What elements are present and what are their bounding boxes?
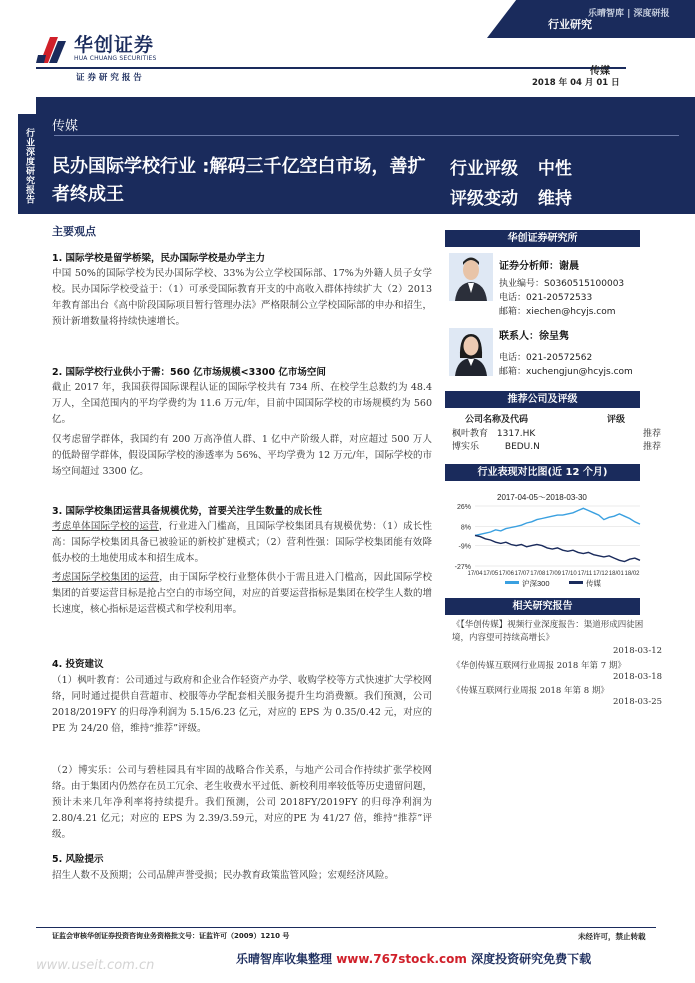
report-type: 证 券 研 究 报 告 <box>76 73 142 83</box>
footer-divider <box>36 927 656 928</box>
header-tab-label: 行业研究 <box>548 18 592 31</box>
legend-label-media: 传媒 <box>586 579 601 588</box>
x-tick-label: 17/12 <box>593 571 609 577</box>
logo-text: 华创证券 <box>74 34 155 56</box>
legend-swatch-hs300 <box>505 581 519 584</box>
section-4-title: 4. 投资建议 <box>52 659 104 670</box>
rec-header-rating: 评级 <box>607 415 626 425</box>
person-icon <box>449 253 493 301</box>
section-4-text-2: （2）博实乐：公司与碧桂园具有牢固的战略合作关系，与地产公司合作持续扩张学校网络。由于集团内仍然存在员工冗余、老生收费水平过低、新校利用率较低等历史遗留问题，预计未来几年净利率将持续提升。我们预测，公司 2018FY/2019FY 的归母净利润为 2.80/4.21 亿元；对应的 EPS 为 2.39/3.59元，对应的PE 为 41/27 倍，维持“推荐”评级。 <box>52 765 433 840</box>
rating-value: 中性 <box>537 159 572 179</box>
report-date: 2018 年 04 月 01 日 <box>532 78 620 88</box>
watermark-text-a: 乐晴智库收集整理 <box>236 952 337 966</box>
analyst-phone: 电话：021-20572533 <box>499 293 593 303</box>
performance-bar: 行业表现对比图(近 12 个月) <box>445 464 640 481</box>
x-tick-label: 17/11 <box>577 571 593 577</box>
rec-rating: 推荐 <box>643 442 662 452</box>
rec-header-company: 公司名称及代码 <box>465 415 529 425</box>
chart-legend <box>505 578 601 588</box>
change-label: 评级变动 <box>450 189 518 209</box>
section-3-text-1 <box>52 519 432 567</box>
contact-email[interactable]: 邮箱：xuchengjun@hcyjs.com <box>499 367 633 377</box>
x-tick-label: 17/08 <box>530 571 546 577</box>
section-2-text-1: 截止 2017 年，我国获得国际课程认证的国际学校共有 734 所、在校学生总数约为 48.4 万人，全国范围内的平均学费约为 11.6 万元/年，目前中国国际学校的市场规模约为 560 亿。 <box>52 382 432 425</box>
rec-company-code: BEDU.N <box>504 442 540 452</box>
x-tick-label: 18/01 <box>608 571 624 577</box>
related-report-2[interactable]: 《华创传媒互联网行业周报 2018 年第 7 期》 <box>452 661 626 671</box>
analyst-name: 证券分析师：谢晨 <box>499 261 579 272</box>
change-value: 维持 <box>537 189 572 209</box>
footer-notice: 未经许可，禁止转载 <box>578 932 646 941</box>
section-2-title: 2. 国际学校行业供小于需：560 亿市场规模<3300 亿市场空间 <box>52 367 326 378</box>
section-3-text-2-body: ，由于国际学校行业整体供小于需且进入门槛高，因此国际学校集团的首要运营目标是抢占空白的市场空间，对应的首要运营指标是集团在校学生人数的增长速度，核心指标是运营模式和学校利用率。 <box>52 572 433 615</box>
y-tick-label: 26% <box>456 504 471 511</box>
legend-label-hs300: 沪深300 <box>522 579 550 588</box>
section-4-text-1: （1）枫叶教育：公司通过与政府和企业合作轻资产办学、收购学校等方式快速扩大学校网络，同时通过提供自营超市、校服等办学配套相关服务提升生均消费额。我们预测，公司 2018/2019FY 的归母净利润为 5.15/6.23 亿元，对应的 EPS 为 0.35/0.42 元，对应的 PE 为 24/20 倍，维持“推荐”评级。 <box>52 675 432 734</box>
section-3-underline-2: 考虑国际学校集团的运营 <box>52 572 160 583</box>
recommend-bar: 推荐公司及评级 <box>445 391 640 408</box>
person-icon <box>449 328 493 376</box>
related-date-3: 2018-03-25 <box>613 697 663 707</box>
x-tick-label: 17/04 <box>467 571 483 577</box>
rec-company-code: 1317.HK <box>496 429 536 439</box>
rec-company-name: 枫叶教育 <box>452 429 489 439</box>
y-tick-label: 8% <box>460 524 471 532</box>
logo-icon <box>36 33 70 67</box>
rec-company-name: 博实乐 <box>452 442 480 452</box>
rec-row-2 <box>452 439 540 452</box>
x-tick-label: 17/05 <box>483 571 499 577</box>
series-line-media <box>475 535 640 561</box>
rating-change <box>450 184 572 209</box>
watermark-top: 乐晴智库 | 深度研报 <box>588 9 670 19</box>
x-tick-label: 17/06 <box>498 571 514 577</box>
watermark-text-b: 深度投资研究免费下载 <box>466 952 592 966</box>
performance-chart <box>445 486 645 592</box>
related-date-1: 2018-03-12 <box>613 646 663 656</box>
institute-bar: 华创证券研究所 <box>445 230 640 247</box>
contact-phone: 电话：021-20572562 <box>499 353 593 363</box>
section-2-text-2: 仅考虑留学群体，我国约有 200 万高净值人群、1 亿中产阶级人群，对应超过 500 万人的低龄留学群体，假设国际学校的渗透率为 56%、平均学费为 12 万元/年，国际学校的市场空间超过 3300 亿。 <box>52 434 432 477</box>
x-tick-label: 17/09 <box>545 571 562 577</box>
contact-photo <box>449 328 493 376</box>
series-line-hs300 <box>475 508 640 535</box>
section-5-title: 5. 风险提示 <box>52 854 104 865</box>
analyst-email[interactable]: 邮箱：xiechen@hcyjs.com <box>499 307 616 317</box>
sector-tag: 传媒 <box>52 119 79 134</box>
section-3-text-1-body: ，行业进入门槛高，且国际学校集团具有规模优势：（1）成长性高：国际学校集团具备已被验证的新校扩建模式；（2）营利性强：国际学校集团能有效降低办校的土地使用成本和招生成本。 <box>52 521 432 564</box>
chart-title: 2017-04-05～2018-03-30 <box>497 493 587 502</box>
section-5-text: 招生人数不及预期；公司品牌声誉受损；民办教育政策监管风险；宏观经济风险。 <box>52 870 395 881</box>
watermark-left: www.useit.com.cn <box>36 958 155 973</box>
industry-rating <box>450 154 572 179</box>
analyst-cert: 执业编号：S0360515100003 <box>499 279 625 289</box>
y-tick-label: -9% <box>458 543 471 551</box>
rating-label: 行业评级 <box>450 159 518 179</box>
logo-subtext: HUA CHUANG SECURITIES <box>74 55 157 62</box>
title-divider <box>54 135 679 136</box>
contact-name: 联系人：徐呈隽 <box>499 331 569 342</box>
rec-rating: 推荐 <box>643 429 662 439</box>
y-tick-label: -27% <box>454 564 471 571</box>
x-tick-label: 17/10 <box>561 571 577 577</box>
related-date-2: 2018-03-18 <box>613 672 663 682</box>
footer-license: 证监会审核华创证券投资咨询业务资格批文号：证监许可（2009）1210 号 <box>52 932 290 940</box>
watermark-bottom <box>236 950 591 967</box>
legend-swatch-media <box>569 581 583 584</box>
section-3-text-2 <box>52 570 432 618</box>
header-divider <box>36 67 626 69</box>
header-sector: 传媒 <box>590 66 610 77</box>
watermark-url[interactable]: www.767stock.com <box>336 952 467 966</box>
analyst-photo <box>449 253 493 301</box>
section-1-text: 中国 50%的国际学校为民办国际学校、33%为公立学校国际部、17%为外籍人员子女学校。民办国际学校受益于：（1）可承受国际教育开支的中高收入群体持续扩大（2）2013 年教育部出台《高中阶段国际项目暂行管理办法》严格限制公立学校国际部的申办和招生，预计新增数量将持续快速增长。 <box>52 268 433 327</box>
side-label: 行业深度研究报告 <box>18 114 36 214</box>
rec-row-1 <box>452 426 535 439</box>
related-report-1[interactable]: 《【华创传媒】视频行业深度报告：渠道形成四徒困境，内容望可持续高增长》 <box>452 620 644 643</box>
related-report-3[interactable]: 《传媒互联网行业周报 2018 年第 8 期》 <box>452 686 609 696</box>
related-bar: 相关研究报告 <box>445 598 640 615</box>
section-3-title: 3. 国际学校集团运营具备规模优势，首要关注学生数量的成长性 <box>52 506 323 517</box>
x-tick-label: 18/02 <box>624 571 640 577</box>
section-3-underline-1: 考虑单体国际学校的运营 <box>52 521 159 532</box>
x-tick-label: 17/07 <box>514 571 530 577</box>
page-title: 民办国际学校行业 :解码三千亿空白市场，善扩者终成王 <box>52 156 426 205</box>
section-1-title: 1. 国际学校是留学桥梁，民办国际学校是办学主力 <box>52 253 266 264</box>
key-points-heading: 主要观点 <box>52 225 96 238</box>
